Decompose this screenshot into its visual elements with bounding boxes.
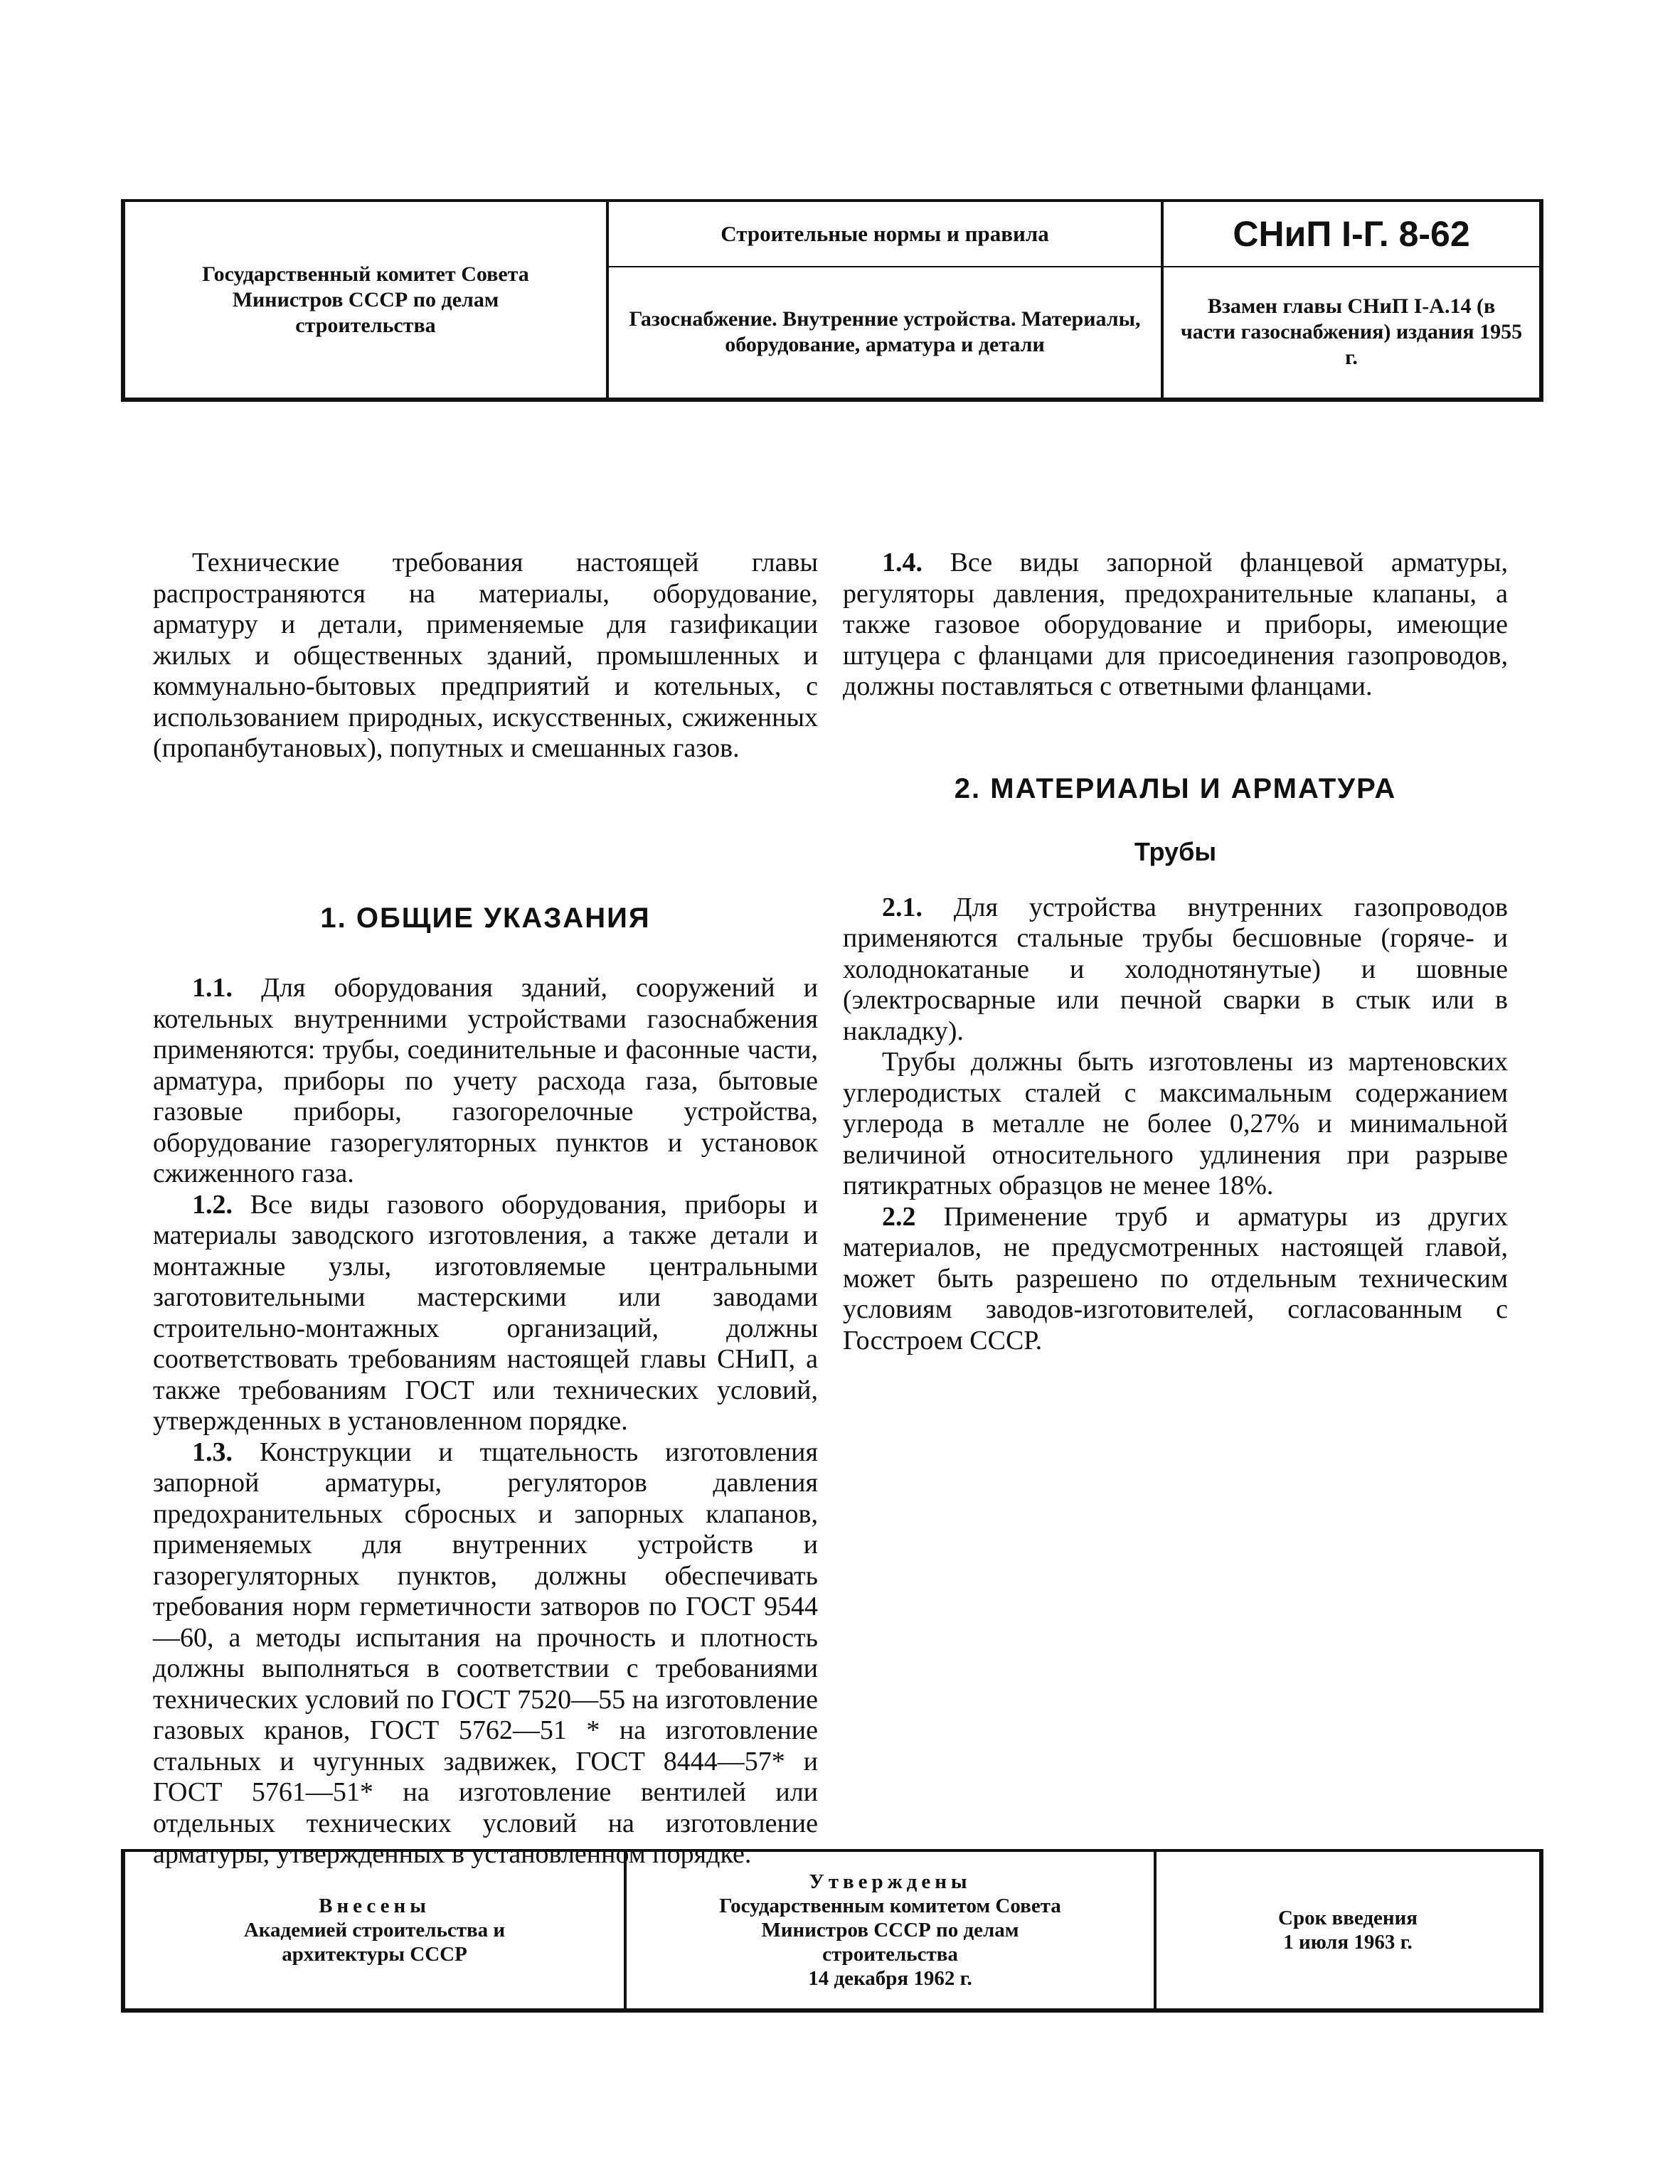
paragraph-2-1-continued: Трубы должны быть изготовлены из мартеновских углеродистых сталей с максимальным содержанием углерода в металле не более 0,27% и минимальной величиной относительного удлинения при разрыве пятикратных образцов не менее 18%. — [843, 1047, 1508, 1200]
paragraph-number: 2.1. — [882, 892, 923, 922]
doc-type: Строительные нормы и правила — [721, 221, 1049, 246]
effective-date: 1 июля 1963 г. — [1283, 1931, 1413, 1954]
left-column — [153, 548, 818, 1870]
organization-name: Государственный комитет Совета Министров СССР по делам строительства — [202, 262, 529, 337]
paragraph-2-2 — [843, 1202, 1508, 1357]
subsection-title: Трубы — [1134, 837, 1217, 866]
paragraph-text: Применение труб и арматуры из других материалов, не предусмотренных настоящей главой, может быть разрешено по отдельным техническим условиям заводов-изготовителей, согласованным с Госстроем СССР. — [843, 1201, 1508, 1355]
paragraph-2-1 — [843, 893, 1508, 1048]
intro-paragraph: Технические требования настоящей главы распространяются на материалы, оборудование, арматуру и детали, применяемые для газификации жилых и общественных зданий, промышленных и коммунально-бытовых предприятий и котельных, с использованием природных, искусственных, сжиженных (пропанбутановых), попутных и смешанных газов. — [153, 548, 818, 763]
paragraph-text: Конструкции и тщательность изготовления запорной арматуры, регуляторов давления предохранительных сбросных и запорных клапанов, применяемых для внутренних устройств и газорегуляторных пунктов, должны обеспечивать требования норм герметичности затворов по ГОСТ 9544—60, а методы испытания на прочность и плотность должны выполняться в соответствии с требованиями технических условий по ГОСТ 7520—55 на изготовление газовых кранов, ГОСТ 5762—51 * на изготовление стальных и чугунных задвижек, ГОСТ 8444—57* и ГОСТ 5761—51* на изготовление вентилей или отдельных технических условий на изготовление арматуры, утвержденных в установленном порядке. — [153, 1437, 818, 1869]
footer-table — [121, 1849, 1543, 2013]
paragraph-1-4 — [843, 548, 1508, 703]
paragraph-1-1 — [153, 973, 818, 1190]
section-1-title: 1. ОБЩИЕ УКАЗАНИЯ — [320, 902, 651, 934]
introduced-cell — [125, 1852, 627, 2008]
paragraph-text: Все виды газового оборудования, приборы и материалы заводского изготовления, а также детали и монтажные узлы, изготовляемые центральными заготовительными мастерскими или заводами строительно-монтажных организаций, должны соответствовать требованиям настоящей главы СНиП, а также требованиям ГОСТ или технических условий, утвержденных в установленном порядке. — [153, 1189, 819, 1436]
approved-by: Государственным комитетом Совета Министров СССР по делам строительства — [719, 1895, 1061, 1966]
replaces-note: Взамен главы СНиП I-А.14 (в части газоснабжения) издания 1955 г. — [1180, 294, 1523, 369]
paragraph-number: 1.4. — [882, 548, 923, 577]
approved-cell — [627, 1852, 1157, 2008]
paragraph-1-2 — [153, 1190, 818, 1437]
paragraph-text: Для оборудования зданий, сооружений и котельных внутренними устройствами газоснабжения применяются: трубы, соединительные и фасонные части, арматура, приборы по учету расхода газа, бытовые газовые приборы, газогорелочные устройства, оборудование газорегуляторных пунктов и установок сжиженного газа. — [153, 973, 818, 1188]
section-2-title: 2. МАТЕРИАЛЫ И АРМАТУРА — [954, 772, 1397, 804]
replaces-cell — [1164, 266, 1539, 398]
paragraph-1-3 — [153, 1437, 818, 1870]
doc-type-cell — [609, 202, 1161, 267]
header-middle-cell — [609, 202, 1164, 398]
effective-cell — [1157, 1852, 1539, 2008]
approved-date: 14 декабря 1962 г. — [808, 1967, 972, 1990]
paragraph-text: Все виды запорной фланцевой арматуры, регуляторы давления, предохранительные клапаны, а также газовое оборудование и приборы, имеющие штуцера с фланцами для присоединения газопроводов, должны поставляться с ответными фланцами. — [843, 548, 1509, 701]
right-column — [843, 548, 1508, 1356]
header-right-cell — [1164, 202, 1539, 398]
paragraph-number: 1.2. — [192, 1189, 233, 1220]
paragraph-number: 2.2 — [882, 1201, 916, 1232]
paragraph-number: 1.3. — [192, 1437, 233, 1467]
effective-label: Срок введения — [1278, 1907, 1418, 1929]
introduced-label: Внесены — [319, 1895, 430, 1917]
paragraph-text: Для устройства внутренних газопроводов применяются стальные трубы бесшовные (горяче- и холоднокатаные и холоднотянутые) и шовные (электросварные или печной сварки в стык или в накладку). — [843, 892, 1509, 1046]
header-table — [121, 199, 1543, 402]
doc-code: СНиП I-Г. 8-62 — [1233, 214, 1470, 254]
header-organization-cell — [125, 202, 609, 398]
paragraph-number: 1.1. — [192, 973, 233, 1003]
code-cell — [1164, 202, 1539, 267]
approved-label: Утверждены — [809, 1870, 972, 1893]
subject-cell — [609, 266, 1161, 398]
introduced-by: Академией строительства и архитектуры СССР — [243, 1919, 506, 1966]
doc-subject: Газоснабжение. Внутренние устройства. Материалы, оборудование, арматура и детали — [629, 307, 1141, 356]
